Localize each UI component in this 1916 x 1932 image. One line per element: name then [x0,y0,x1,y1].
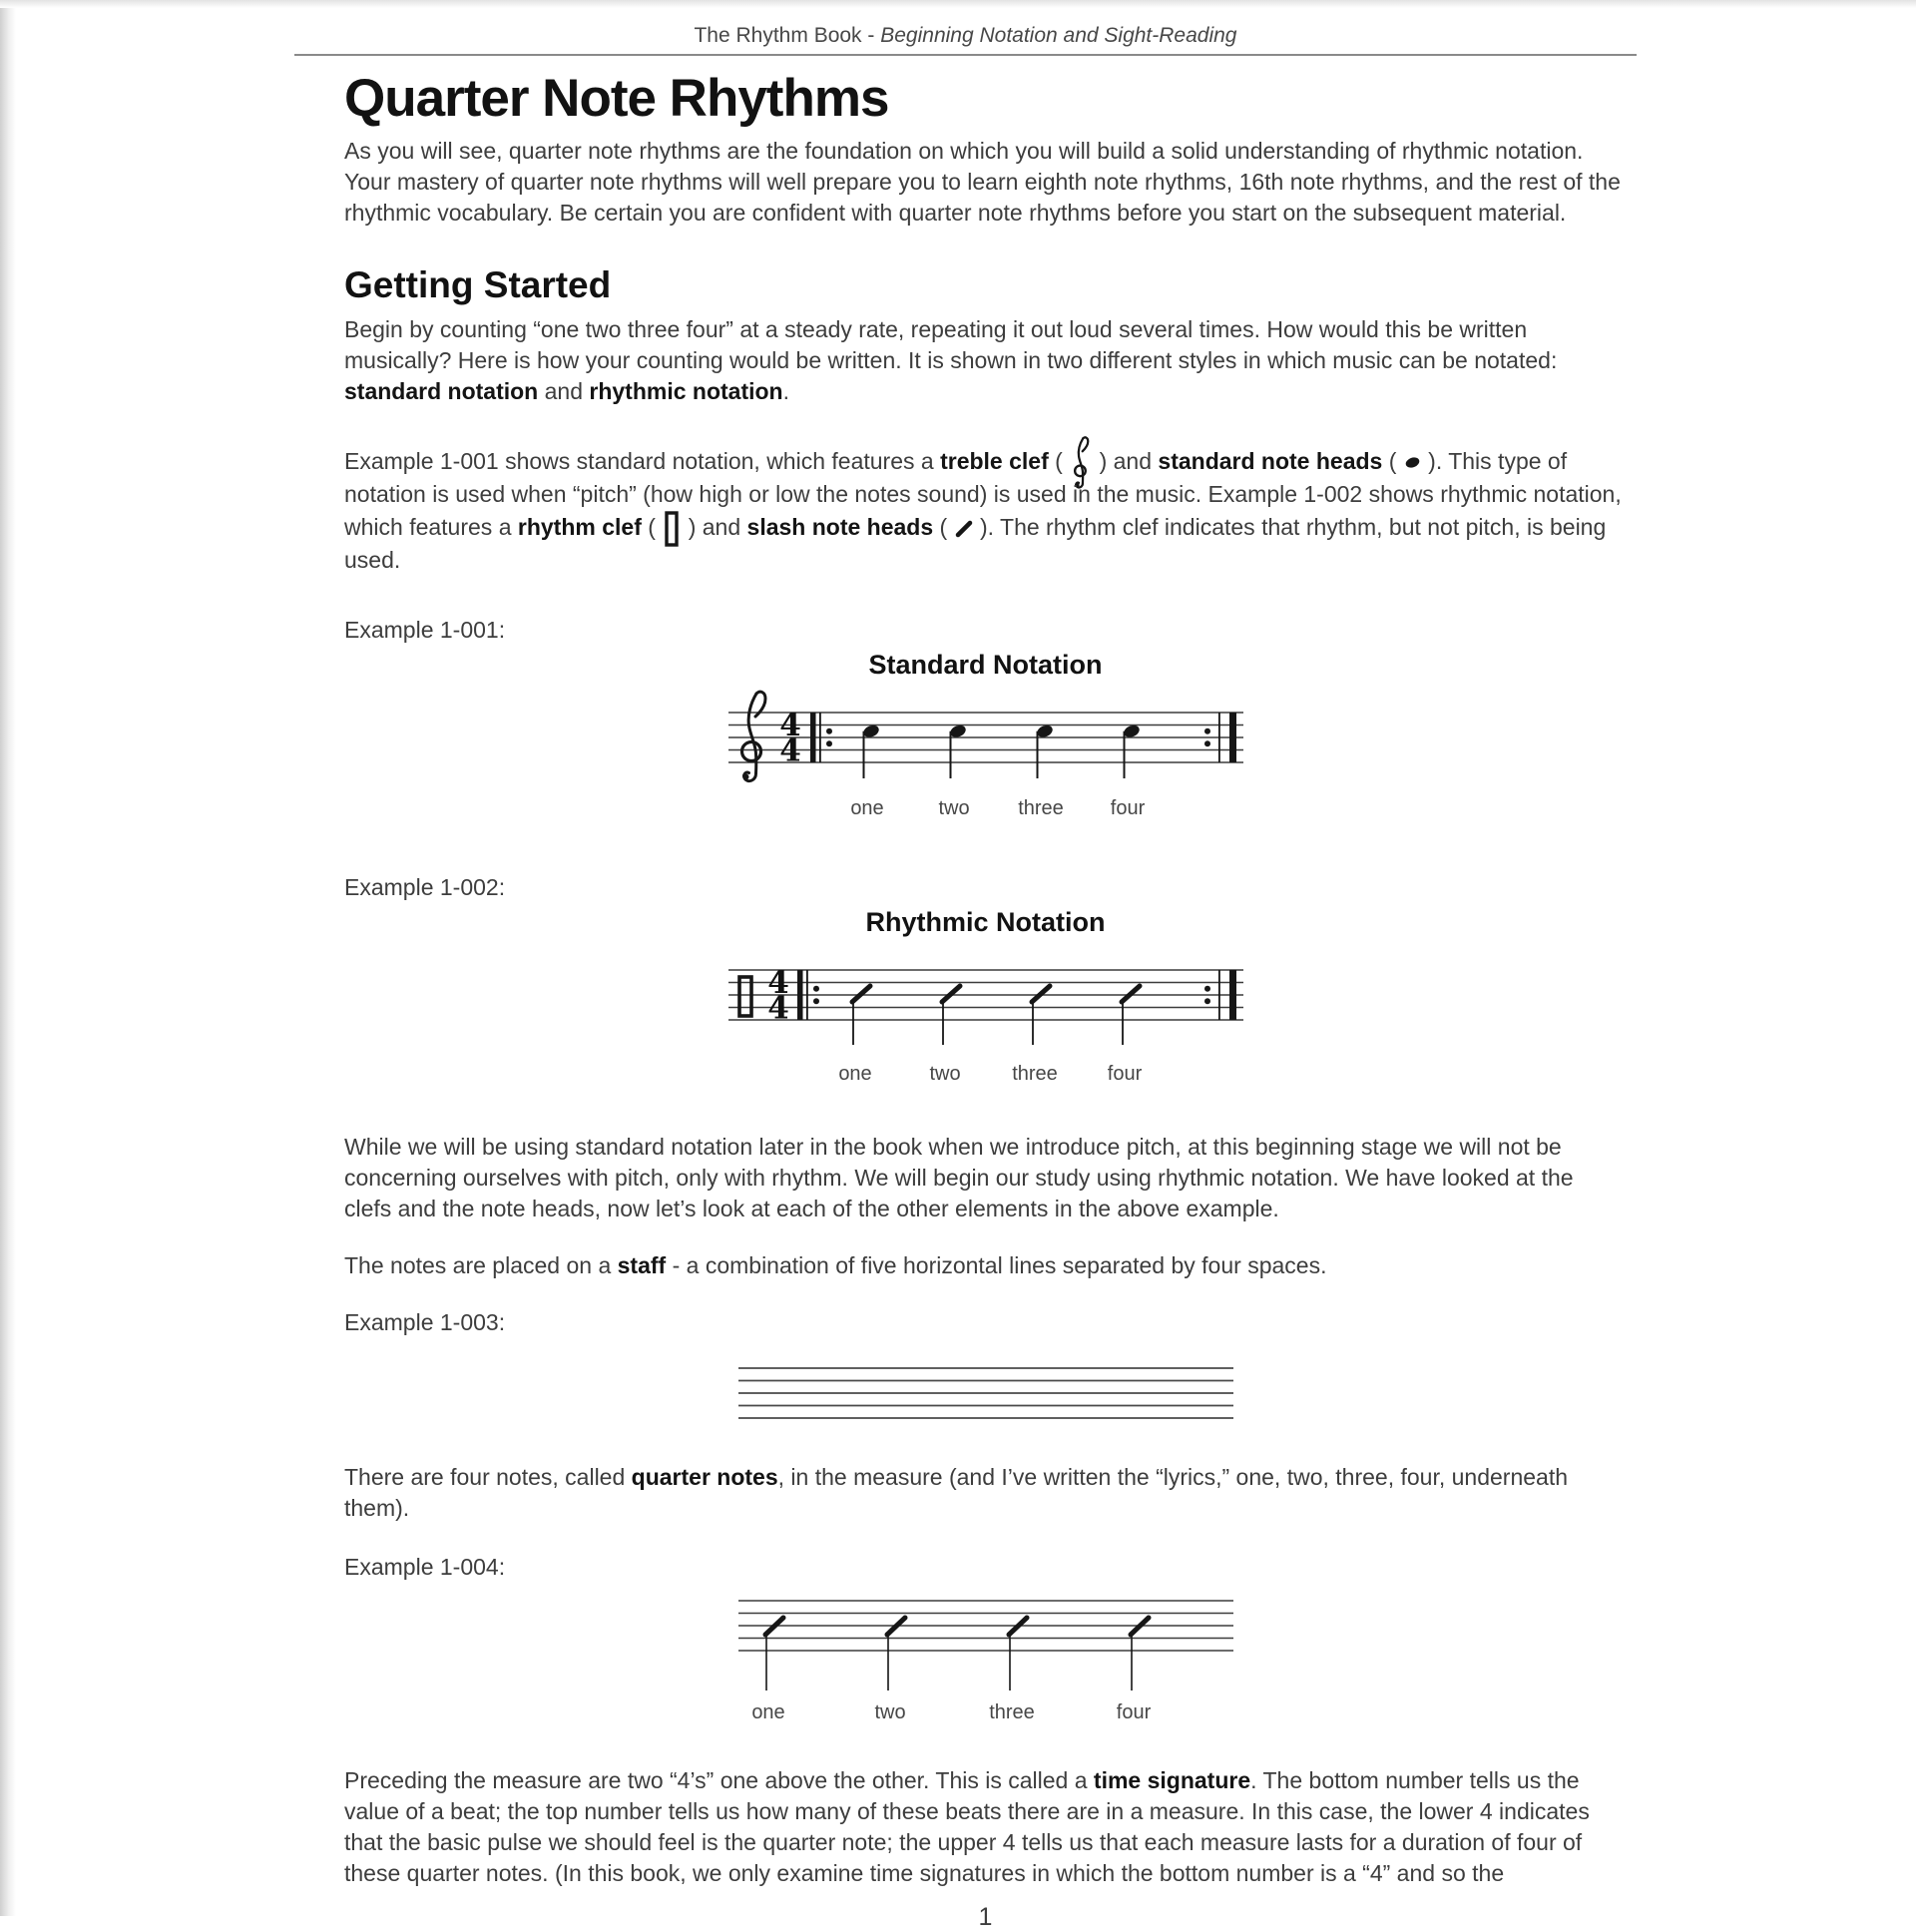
text-run: ( [1048,448,1070,474]
lyric-three: three [1017,797,1064,819]
time-signature-bottom: 4 [766,990,789,1027]
rhythmic-notation-caption: Rhythmic Notation [865,907,1106,937]
staff-lines [728,713,1243,762]
standard-notation-caption: Standard Notation [868,650,1103,680]
quarter-notes-paragraph [344,1462,1627,1524]
text-run: ). This type of notation is used when “pitch” (how high or low the notes sound) is used in the music. Example 1-002 shows rhythmic notation, which features a [344,448,1622,540]
notation-styles-paragraph [344,445,1627,577]
intro-paragraph: As you will see, quarter note rhythms are the foundation on which you will build a solid understanding of rhythmic notation. Your mastery of quarter note rhythms will well prepare you to learn eighth note rhythms, 16th note rhythms, and the rest of the rhythmic vocabulary. Be certain you are confident with quarter note rhythms before you start on the subsequent material. [344,138,1621,226]
bold-term: treble clef [940,448,1049,474]
text-run: - a combination of five horizontal lines separated by four spaces. [666,1252,1327,1278]
scan-edge-shadow-top [0,0,1916,8]
lyric-one: one [849,797,884,819]
using-rhythmic-paragraph: While we will be using standard notation later in the book when we introduce pitch, at this beginning stage we will not be concerning ourselves with pitch, only with rhythm. We will begin our study using rhythmic notation. We have looked at the clefs and the note heads, now let’s look at each of the other elements in the above example. [344,1134,1574,1221]
quarter-note [948,724,967,778]
slash-note [1009,1618,1027,1690]
time-signature-paragraph [344,1765,1627,1889]
page-number: 1 [978,1903,993,1931]
text-run: ) and [682,514,747,540]
page-title: Quarter Note Rhythms [344,69,889,128]
text-run: . [782,378,790,404]
count-lyrics [838,1063,1142,1085]
text-run: ( [933,514,954,540]
slash-note-head-icon [955,520,973,538]
rhythm-clef-icon [664,510,680,548]
lyric-one: one [837,1063,872,1085]
running-header [294,24,1637,56]
text-run: ( [1382,448,1403,474]
example-1-004-label: Example 1-004: [344,1554,506,1580]
example-1-002-label: Example 1-002: [344,874,506,900]
bold-term: quarter notes [631,1464,778,1490]
rhythmic-notation-staff [726,940,1245,1088]
scan-edge-shadow [0,0,16,1916]
lyric-three: three [1011,1063,1058,1085]
lyric-three: three [988,1701,1035,1723]
quarter-note [1122,724,1141,778]
example-1-001-label: Example 1-001: [344,617,506,643]
header-separator: - [861,24,881,47]
page-content [344,24,1627,1932]
quarter-note [1035,724,1054,778]
text-run: There are four notes, called [344,1464,632,1490]
staff-lines [728,970,1243,1020]
lyric-one: one [750,1701,785,1723]
slash-staff [736,1591,1235,1725]
lyric-two: two [928,1063,961,1085]
time-signature-top: 4 [766,965,789,1001]
example-1-003-label: Example 1-003: [344,1309,506,1335]
empty-staff-figure [736,1364,1235,1422]
lyric-two: two [937,797,970,819]
bold-term: rhythm clef [517,514,642,540]
lyric-two: two [873,1701,906,1723]
note-head-icon [1404,456,1421,469]
count-lyrics [850,797,1145,819]
text-run: ) and [1093,448,1159,474]
rhythmic-notation-staff-figure [726,940,1245,1088]
text-run: ( [641,514,663,540]
bold-term: time signature [1093,1767,1251,1793]
section-heading: Getting Started [344,264,612,305]
slash-note [887,1618,905,1690]
text-run: Example 1-001 shows standard notation, which features a [344,448,941,474]
staff-definition-paragraph [344,1250,1627,1281]
treble-clef-icon [741,692,765,780]
slash-note [1131,1618,1149,1690]
getting-started-paragraph [344,314,1627,407]
slash-notes [765,1618,1149,1690]
bold-term: standard notation [344,378,539,404]
text-run: Begin by counting “one two three four” at a steady rate, repeating it out loud several times. How would this be written musically? Here is how your counting would be written. It is shown in two different styles in which music can be notated: [344,316,1558,373]
slash-note [765,1618,783,1690]
book-title: The Rhythm Book [694,24,862,47]
bold-term: slash note heads [746,514,934,540]
lyric-four: four [1107,1063,1142,1085]
staff-lines [738,1368,1233,1418]
bold-term: staff [617,1252,667,1278]
standard-notation-staff-figure [726,683,1245,822]
bold-term: standard note heads [1158,448,1383,474]
time-signature-top: 4 [778,708,801,743]
lyric-four: four [1116,1701,1151,1723]
count-lyrics [751,1701,1151,1723]
text-run: The notes are placed on a [344,1252,618,1278]
empty-staff [736,1364,1235,1422]
quarter-notes [861,724,1141,778]
time-signature [779,708,801,769]
standard-notation-staff [726,683,1245,822]
text-run: . The bottom number tells us the value of a beat; the top number tells us how many of these beats there are in a measure. In this case, the lower 4 indicates that the basic pulse we should feel is the quarter note; the upper 4 tells us that each measure lasts for a duration of four of these quarter notes. (In this book, we only examine time signatures in which the bottom number is a “4” and so the [344,1767,1590,1886]
time-signature-bottom: 4 [778,732,801,769]
bold-term: rhythmic notation [589,378,783,404]
text-run: ). The rhythm clef indicates that rhythm, but not pitch, is being used. [344,514,1607,573]
text-run: and [538,378,590,404]
time-signature [767,965,789,1027]
staff-lines [738,1601,1233,1651]
quarter-note [861,724,880,778]
slash-staff-figure [736,1591,1235,1725]
book-subtitle: Beginning Notation and Sight-Reading [880,24,1237,47]
text-run: , in the measure (and I’ve written the “lyrics,” one, two, three, four, underneath them). [344,1464,1568,1521]
text-run: Preceding the measure are two “4’s” one above the other. This is called a [344,1767,1094,1793]
lyric-four: four [1110,797,1145,819]
